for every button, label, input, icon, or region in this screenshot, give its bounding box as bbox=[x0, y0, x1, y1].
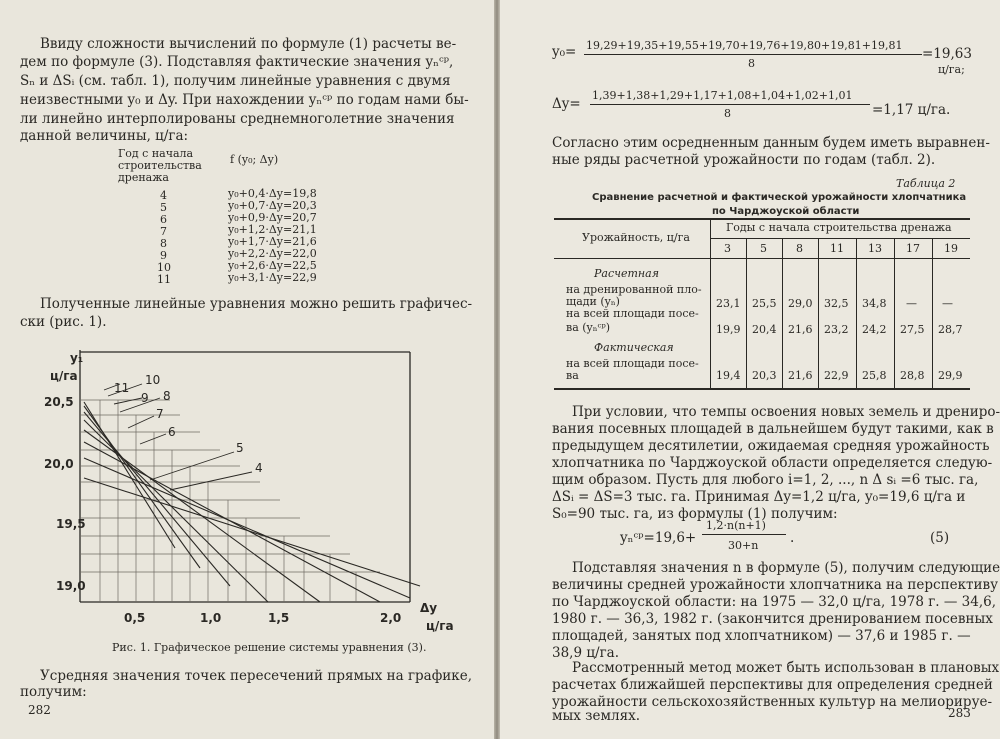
row1-label-2: щади (yₙ) bbox=[566, 295, 620, 308]
table-col-header: Урожайность, ц/га bbox=[582, 231, 690, 244]
y-axis-unit: ц/га bbox=[50, 369, 78, 383]
table-label: Таблица 2 bbox=[896, 177, 956, 190]
table-years-header: Годы с начала строительства дренажа bbox=[726, 221, 952, 234]
line-label-9: 9 bbox=[141, 391, 149, 405]
year-19: 19 bbox=[944, 242, 958, 255]
section-calc: Расчетная bbox=[594, 267, 659, 280]
line-4 bbox=[84, 478, 420, 586]
year-11: 11 bbox=[830, 242, 844, 255]
line-label-7: 7 bbox=[156, 407, 164, 421]
row2-label: на всей площади посе- bbox=[566, 307, 699, 320]
y-tick-19-0: 19,0 bbox=[56, 579, 86, 593]
right-page: y₀= 19,29+19,35+19,55+19,70+19,76+19,80+19,81+19,81 8 =19,63 ц/га; Δy= 1,39+1,38+1,29+1,17+1,08+1,04+1,02+1,01 8 =1,17 ц/га. Согласно этим осредненным данным будем иметь выравнен- ные ряды расчетной урожайности по годам (табл. 2). Таблица 2 Сравнение расчетной и фактической урожайности хлопчатника по Чарджоуской области Урожайность, ц/га Годы с начала строительства дренажа 3 5 8 11 13 17 19 Расчетная на дренированной пло- щади (yₙ) на всей площади посе- ва (yₙᶜᵖ) 23,1 25,5 29,0 32,5 34,8 — — 19,9 20,4 21,6 23,2 24,2 27,5 28,7 Фактическая на всей площади посе- ва 19,4 20,3 21,6 22,9 25,8 28,8 29,9 При условии, что темпы освоения новых земель и дрениро- вания посевных площадей в дальнейшем будут такими, как в предыдущем десятилетии, ожидаемая средняя урожайность хлопчатника по Чарджоуской области определяется следую- щим образом. Пусть для любого i=1, 2, ..., n Δ sᵢ =6 тыс. га, ΔSᵢ = ΔS=3 тыс. га. Принимая Δy=1,2 ц/га, y₀=19,6 ц/га и S₀=90 тыс. га, из формулы (1) получим: yₙᶜᵖ=19,6+ 1,2·n(n+1) 30+n . (5) Подставляя значения n в формуле (5), получим следующие величины средней урожайности хлопчатника на перспективу по Чарджоуской области: на 1975 — 32,0 ц/га, 1978 г. — 34,6, 1980 г. — 36,3, 1982 г. (закончится дренированием посевных площадей, занятых под хлопчатником) — 37,6 и 1985 г. — 38,9 ц/га. Рассмотренный метод может быть использован в плановых расчетах ближайшей перспективы для определения средней урожайности сельскохозяйственных культур на мелиорируе- мых землях. 283 bbox=[500, 0, 1000, 739]
figure-grid bbox=[80, 400, 380, 602]
line-label-6: 6 bbox=[168, 425, 176, 439]
line-label-11: 11 bbox=[114, 381, 130, 395]
table-title-2: по Чарджоуской области bbox=[712, 206, 860, 217]
figure-caption: Рис. 1. Графическое решение системы уравнения (3). bbox=[112, 641, 427, 654]
x-axis-unit: ц/га bbox=[426, 619, 454, 633]
y-tick-20-5: 20,5 bbox=[44, 395, 74, 409]
x-tick-1-0: 1,0 bbox=[200, 611, 222, 625]
table-2: Урожайность, ц/га Годы с начала строительства дренажа 3 5 8 11 13 17 19 Расчетная на дренированной пло- щади (yₙ) на всей площади посе- ва (yₙᶜᵖ) 23,1 25,5 29,0 32,5 34,8 — — 19,9 20,4 21,6 23,2 24,2 27,5 28,7 Фактическая на всей площади посе- ва 19,4 20,3 21,6 22,9 25,8 28,8 29,9 bbox=[554, 218, 970, 388]
page-number-right: 283 bbox=[948, 706, 971, 720]
year-17: 17 bbox=[906, 242, 920, 255]
line-label-10: 10 bbox=[145, 373, 161, 387]
x-tick-0-5: 0,5 bbox=[124, 611, 146, 625]
line-label-8: 8 bbox=[163, 389, 171, 403]
table-title-1: Сравнение расчетной и фактической урожайности хлопчатника bbox=[592, 192, 967, 203]
left-page: Ввиду сложности вычислений по формуле (1) расчеты ве- дем по формуле (3). Подставляя фактические значения yₙᶜᵖ, Sₙ и ΔSᵢ (см. табл. 1), получим линейные уравнения с двумя неизвестными y₀ и Δy. При нахождении yₙᶜᵖ по годам нами бы- ли линейно интерполированы среднемноголетние значения данной величины, ц/га: Год с начала строительства дренажа f (y₀; Δy) 4 y₀+0,4·Δy=19,8 5 y₀+0,7·Δy=20,3 6 y₀+0,9·Δy=20,7 7 y₀+1,2·Δy=21,1 8 y₀+1,7·Δy=21,6 9 y₀+2,2·Δy=22,0 10 y₀+2,6·Δy=22,5 11 y₀+3,1·Δy=22,9 Полученные линейные уравнения можно решить графичес- ски (рис. 1). 11 10 9 8 7 6 5 4 y₁ ц/га 20,5 20,0 19,5 19,0 0,5 1,0 1,5 2,0 Δy ц/га Рис. 1. Графическое решение системы уравнения (3). Усредняя значения точек пересечений прямых на графике, получим: 282 bbox=[0, 0, 494, 739]
line-label-5: 5 bbox=[236, 441, 244, 455]
year-8: 8 bbox=[796, 242, 803, 255]
line-label-4: 4 bbox=[255, 461, 263, 475]
x-tick-1-5: 1,5 bbox=[268, 611, 290, 625]
y-tick-20-0: 20,0 bbox=[44, 457, 74, 471]
row3-label: на всей площади посе- bbox=[566, 357, 699, 370]
figure-graph bbox=[0, 340, 494, 640]
year-13: 13 bbox=[868, 242, 882, 255]
row3-label-2: ва bbox=[566, 369, 579, 382]
year-3: 3 bbox=[724, 242, 731, 255]
year-5: 5 bbox=[760, 242, 767, 255]
section-fact: Фактическая bbox=[594, 341, 674, 354]
line-5 bbox=[84, 458, 410, 598]
row1-label: на дренированной пло- bbox=[566, 283, 702, 296]
y-tick-19-5: 19,5 bbox=[56, 517, 86, 531]
row2-label-2: ва (yₙᶜᵖ) bbox=[566, 321, 611, 334]
line-11 bbox=[84, 402, 175, 548]
x-axis-title: Δy bbox=[420, 601, 438, 615]
page-number-left: 282 bbox=[28, 703, 51, 717]
y-axis-title: y₁ bbox=[70, 351, 84, 365]
x-tick-2-0: 2,0 bbox=[380, 611, 402, 625]
